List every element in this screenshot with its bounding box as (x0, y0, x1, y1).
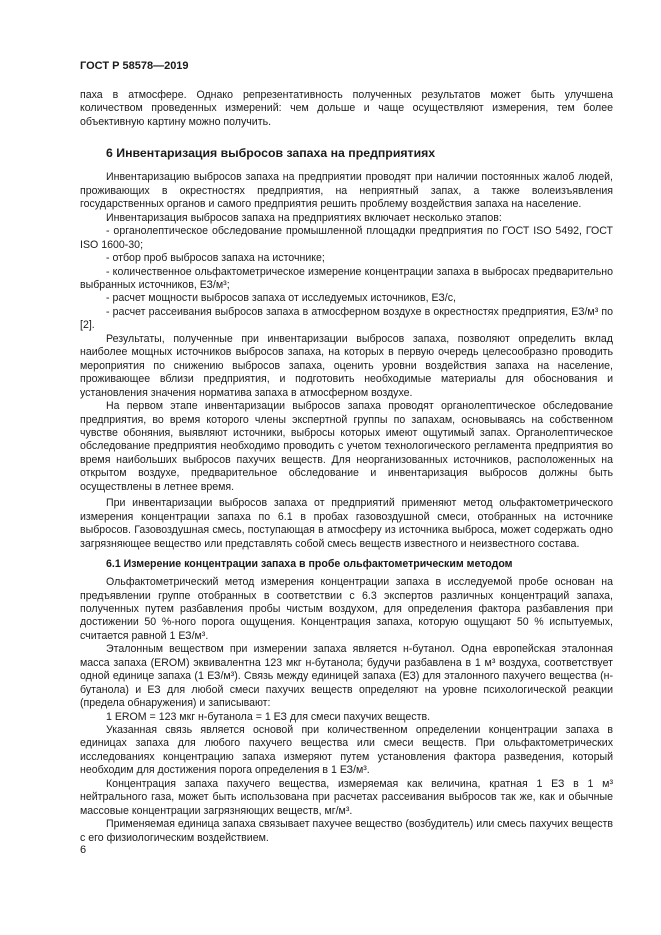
section-6-1-paragraph-1: Ольфактометрический метод измерения концентрации запаха в исследуемой пробе основан на предъявлении группе отобранных в соответствии с 6.3 экспертов различных концентраций запаха, полученных путем разбавления пробы чистым воздухом, для определения фактора разбавления при достижении 50 %-ного порога ощущения. Концентрация запаха, которую ощущают 50 % испытуемых, считается равной 1 ЕЗ/м³. (80, 576, 613, 642)
section-6-paragraph-3: Результаты, полученные при инвентаризации выбросов запаха, позволяют определить вклад наиболее мощных источников выбросов запаха, на которых в первую очередь целесообразно проводить мероприятия по снижению выбросов запаха, оценить уровни воздействия запаха на население, проживающее вблизи предприятия, и подготовить необходимые материалы для обоснования и установления значения норматива запаха в атмосферном воздухе. (80, 332, 613, 399)
section-6-1-title: 6.1 Измерение концентрации запаха в пробе ольфактометрическим методом (106, 558, 513, 571)
section-6-paragraph-4: На первом этапе инвентаризации выбросов запаха проводят органолептическое обследование предприятия, во время которого члены экспертной группы по запахам, основываясь на собственном чувстве обоняния, выявляют источники, выбросы которых имеют ощутимый запах. Органолептическое обследование предприятия необходимо проводить с учетом технологического регламента предприятия во время наибольших выбросов пахучих веществ. Для неорганизованных источников, расположенных на открытом воздухе, предварительное обследование и инвентаризация выбросов должны быть осуществлены в летнее время. (80, 400, 613, 493)
section-6-1-paragraph-5: Применяемая единица запаха связывает пахучее вещество (возбудитель) или смесь пахучих веществ с его физиологическим воздействием. (80, 818, 613, 844)
section-6-title: 6 Инвентаризация выбросов запаха на предприятиях (106, 146, 436, 161)
stage-list-item-2: - отбор проб выбросов запаха на источнике; (106, 252, 325, 265)
standard-header: ГОСТ Р 58578—2019 (80, 60, 189, 72)
erom-formula: 1 EROM = 123 мкг н-бутанола = 1 ЕЗ для смеси пахучих веществ. (106, 710, 431, 723)
section-6-1-paragraph-4: Концентрация запаха пахучего вещества, измеряемая как величина, кратная 1 ЕЗ в 1 м³ нейтрального газа, может быть использована при расчетах рассеивания выбросов так же, как и обычные массовые концентрации загрязняющих веществ, мг/м³. (80, 777, 613, 817)
stage-list-item-3: - количественное ольфактометрическое измерение концентрации запаха в выбросах предварительно выбранных источников, ЕЗ/м³; (80, 265, 613, 291)
section-6-paragraph-5: При инвентаризации выбросов запаха от предприятий применяют метод ольфактометрического измерения концентрации запаха по 6.1 в пробах газовоздушной смеси, отобранных на источнике выбросов. Газовоздушная смесь, поступающая в атмосферу из источника выброса, может содержать одно загрязняющее вещество или представлять собой смесь веществ известного и неизвестного состава. (80, 497, 613, 550)
section-6-1-paragraph-2: Эталонным веществом при измерении запаха является н-бутанол. Одна европейская эталонная масса запаха (EROM) эквивалентна 123 мкг н-бутанола; будучи разбавлена в 1 м³ воздуха, соответствует одной единице запаха (1 ЕЗ/м³). Связь между единицей запаха (ЕЗ) для эталонного пахучего вещества (н-бутанола) и ЕЗ для любой смеси пахучих веществ определяют на уровне психологической реакции (предела обнаружения) и записывают: (80, 643, 613, 710)
page-content (80, 89, 613, 845)
intro-paragraph: паха в атмосфере. Однако репрезентативность полученных результатов может быть улучшена количеством проведенных измерений: чем дольше и чаще осуществляют измерения, тем более объективную картину можно получить. (80, 89, 613, 128)
section-6-paragraph-1: Инвентаризацию выбросов запаха на предприятии проводят при наличии постоянных жалоб людей, проживающих в окрестностях предприятия, на неприятный запах, а также волеизъявления государственных органов и самого предприятия решить проблему воздействия запаха на население. (80, 171, 613, 211)
stage-list-item-1: - органолептическое обследование промышленной площадки предприятия по ГОСТ ISO 5492, ГОСТ ISO 1600-30; (80, 225, 613, 251)
section-6-1-paragraph-3: Указанная связь является основой при количественном определении концентрации запаха в единицах запаха для любого пахучего вещества или смеси веществ. При ольфактометрических исследованиях концентрацию запаха измеряют путем установления фактора разведения, который необходим для достижения порога определения в 1 ЕЗ/м³. (80, 724, 613, 777)
stage-list-item-5: - расчет рассеивания выбросов запаха в атмосферном воздухе в окрестностях предприятия, ЕЗ/м³ по [2]. (80, 305, 613, 332)
page-number: 6 (80, 844, 87, 856)
section-6-paragraph-2: Инвентаризация выбросов запаха на предприятиях включает несколько этапов: (106, 211, 502, 224)
stage-list-item-4: - расчет мощности выбросов запаха от исследуемых источников, ЕЗ/с, (106, 292, 456, 305)
